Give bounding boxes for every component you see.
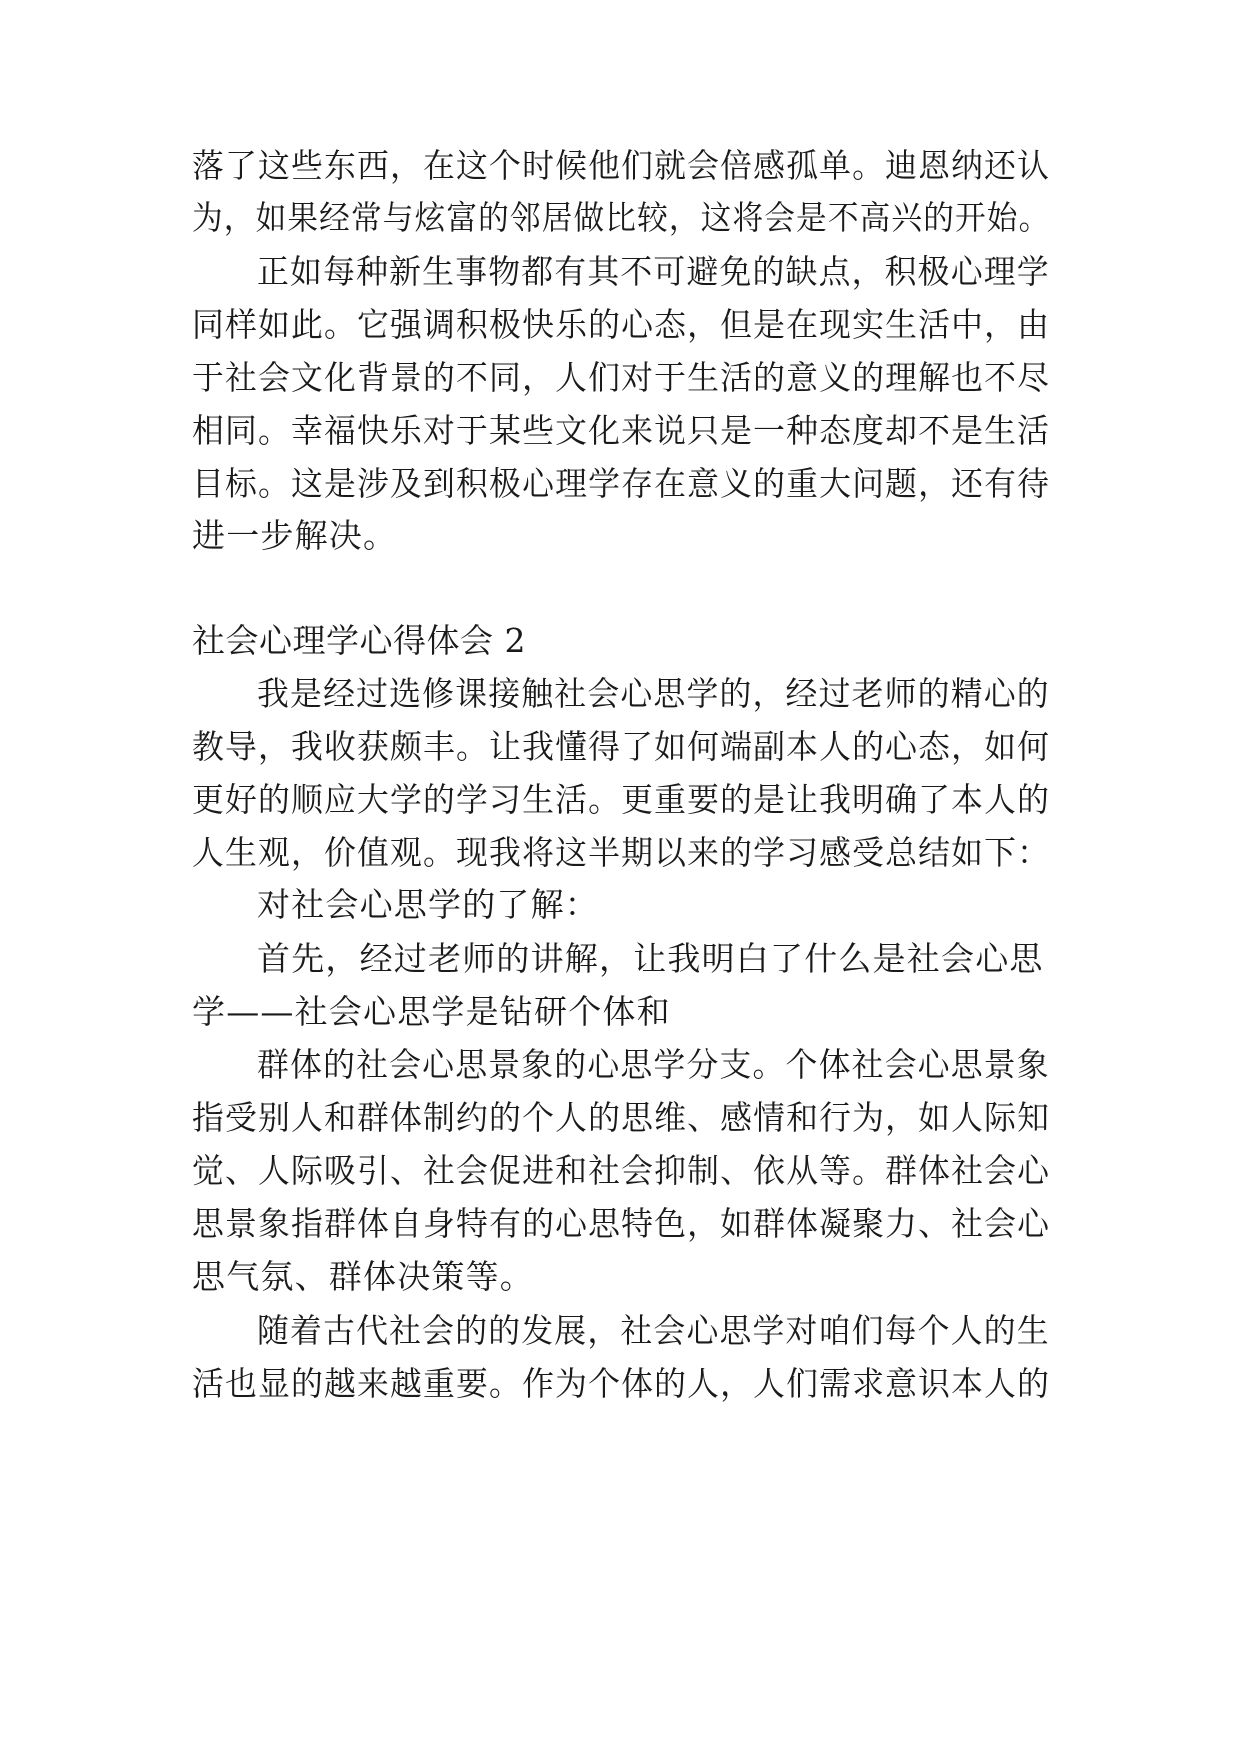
paragraph-line: 学——社会心思学是钻研个体和 xyxy=(192,992,671,1031)
paragraph-line: 为，如果经常与炫富的邻居做比较，这将会是不高兴的开始。 xyxy=(192,198,1051,237)
paragraph-line: 更好的顺应大学的学习生活。更重要的是让我明确了本人的 xyxy=(192,780,1051,819)
paragraph-line: 正如每种新生事物都有其不可避免的缺点，积极心理学 xyxy=(257,252,1050,291)
paragraph-line: 落了这些东西，在这个时候他们就会倍感孤单。迪恩纳还认 xyxy=(192,146,1051,185)
paragraph-line: 于社会文化背景的不同，人们对于生活的意义的理解也不尽 xyxy=(192,358,1051,397)
paragraph-line: 目标。这是涉及到积极心理学存在意义的重大问题，还有待 xyxy=(192,464,1051,503)
paragraph-line: 同样如此。它强调积极快乐的心态，但是在现实生活中，由 xyxy=(192,305,1051,344)
paragraph-line: 活也显的越来越重要。作为个体的人，人们需求意识本人的 xyxy=(192,1364,1051,1403)
paragraph-line: 对社会心思学的了解： xyxy=(257,885,599,924)
section-heading: 社会心理学心得体会 2 xyxy=(192,621,526,660)
paragraph-line: 首先，经过老师的讲解，让我明白了什么是社会心思 xyxy=(257,939,1044,978)
paragraph-line: 思景象指群体自身特有的心思特色，如群体凝聚力、社会心 xyxy=(192,1204,1051,1243)
paragraph-line: 人生观，价值观。现我将这半期以来的学习感受总结如下： xyxy=(192,833,1051,872)
paragraph-line: 教导，我收获颇丰。让我懂得了如何端副本人的心态，如何 xyxy=(192,727,1051,766)
paragraph-line: 我是经过选修课接触社会心思学的，经过老师的精心的 xyxy=(257,674,1050,713)
paragraph-line: 群体的社会心思景象的心思学分支。个体社会心思景象 xyxy=(257,1045,1050,1084)
paragraph-line: 进一步解决。 xyxy=(192,516,398,555)
paragraph-line: 随着古代社会的的发展，社会心思学对咱们每个人的生 xyxy=(257,1311,1050,1350)
paragraph-line: 相同。幸福快乐对于某些文化来说只是一种态度却不是生活 xyxy=(192,411,1051,450)
paragraph-line: 觉、人际吸引、社会促进和社会抑制、依从等。群体社会心 xyxy=(192,1151,1051,1190)
paragraph-line: 思气氛、群体决策等。 xyxy=(192,1257,534,1296)
paragraph-line: 指受别人和群体制约的个人的思维、感情和行为，如人际知 xyxy=(192,1098,1051,1137)
